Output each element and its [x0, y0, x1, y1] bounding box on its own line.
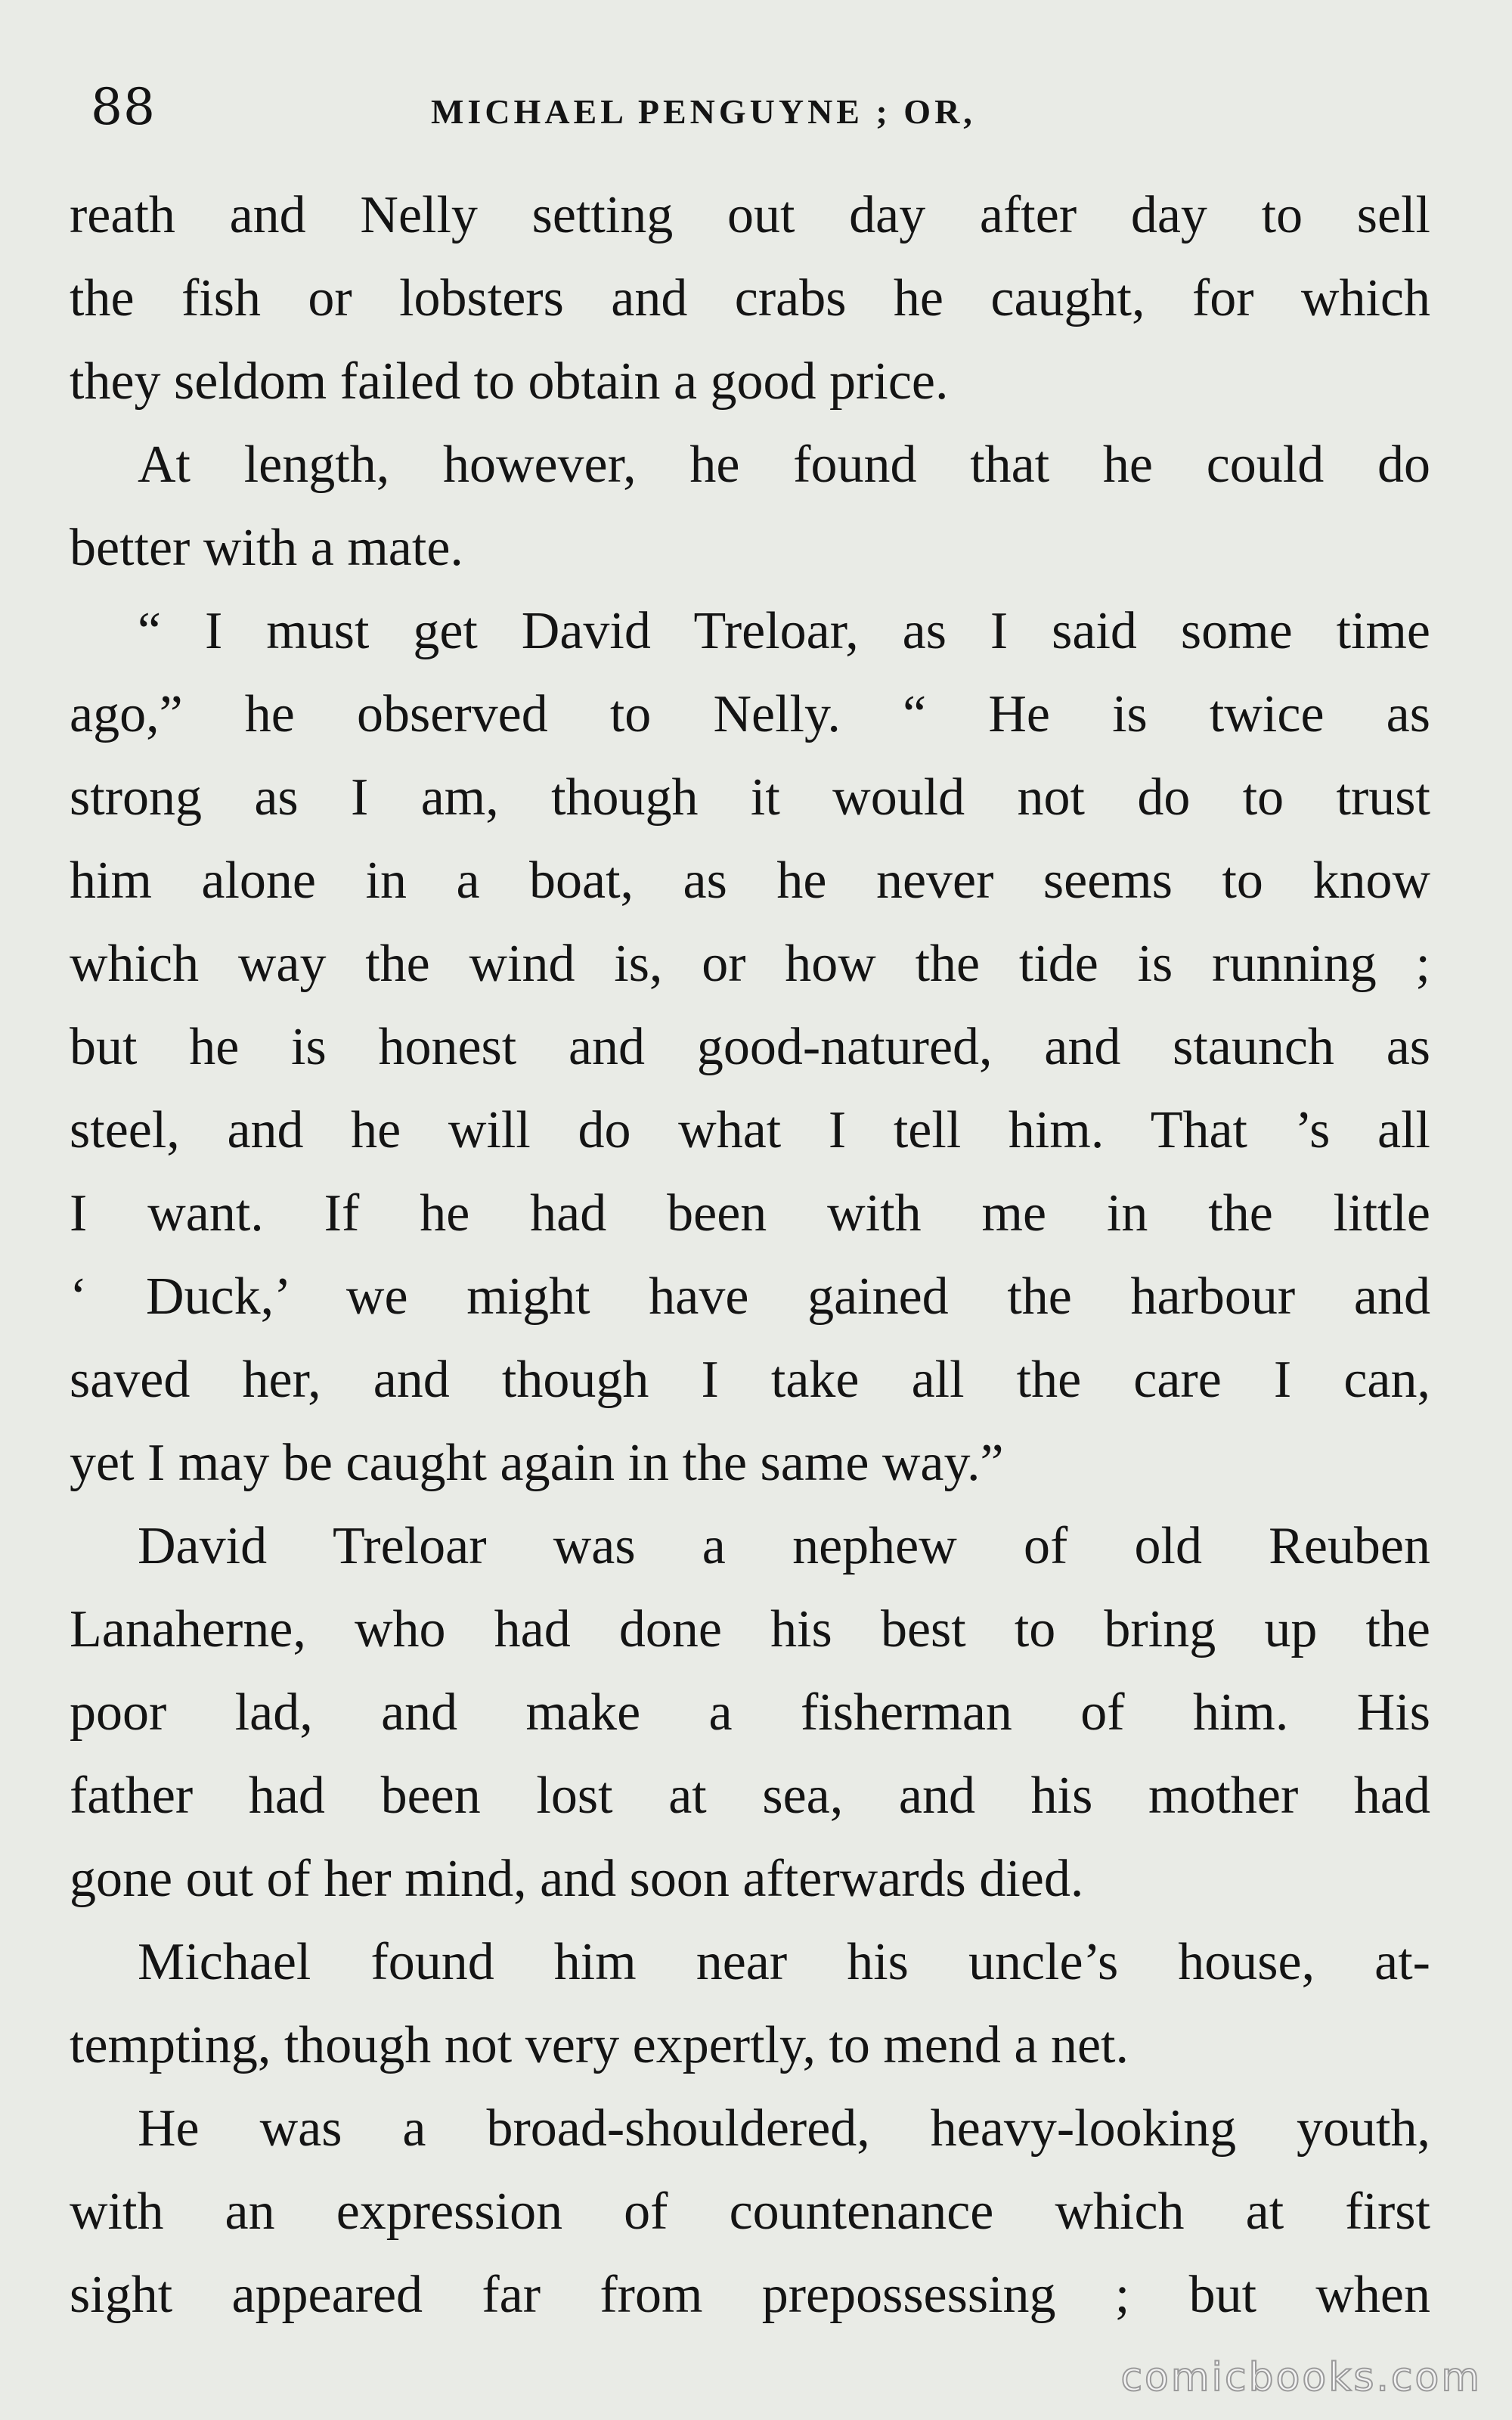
- text-line: Michael found him near his uncle’s house, at-: [138, 1933, 1430, 1991]
- text-line: father had been lost at sea, and his mother had: [70, 1767, 1430, 1825]
- text-line: but he is honest and good-natured, and staunch as: [70, 1018, 1430, 1076]
- text-line: ‘ Duck,’ we might have gained the harbour and: [70, 1267, 1430, 1326]
- text-line: tempting, though not very expertly, to mend a net.: [70, 2016, 1129, 2074]
- text-line: I want. If he had been with me in the little: [70, 1184, 1430, 1243]
- text-line: ago,” he observed to Nelly. “ He is twice as: [70, 685, 1430, 743]
- text-line: yet I may be caught again in the same way.”: [70, 1434, 1004, 1492]
- text-line: David Treloar was a nephew of old Reuben: [138, 1517, 1430, 1575]
- page-number: 88: [91, 78, 156, 136]
- text-line: saved her, and though I take all the care I can,: [70, 1351, 1430, 1409]
- text-line: strong as I am, though it would not do to trust: [70, 768, 1430, 827]
- text-line: with an expression of countenance which at first: [70, 2183, 1430, 2241]
- running-head: MICHAEL PENGUYNE ; OR,: [431, 92, 976, 131]
- text-line: He was a broad-shouldered, heavy-looking youth,: [138, 2099, 1430, 2158]
- text-line: poor lad, and make a fisherman of him. His: [70, 1683, 1430, 1742]
- text-line: Lanaherne, who had done his best to bring up the: [70, 1600, 1430, 1658]
- text-line: steel, and he will do what I tell him. That ’s all: [70, 1101, 1430, 1159]
- text-line: sight appeared far from prepossessing ; but when: [70, 2266, 1430, 2324]
- page-header: [91, 70, 1429, 145]
- text-line: they seldom failed to obtain a good price.: [70, 352, 949, 411]
- text-line: him alone in a boat, as he never seems to know: [70, 852, 1430, 910]
- text-line: At length, however, he found that he could do: [138, 436, 1430, 494]
- text-line: reath and Nelly setting out day after day to sell: [70, 186, 1430, 244]
- text-line: gone out of her mind, and soon afterwards died.: [70, 1850, 1084, 1908]
- text-line: which way the wind is, or how the tide is running ;: [70, 935, 1430, 993]
- watermark: comicbooks.com: [1120, 2355, 1482, 2400]
- text-line: better with a mate.: [70, 519, 463, 577]
- text-line: the fish or lobsters and crabs he caught, for which: [70, 269, 1430, 327]
- text-line: “ I must get David Treloar, as I said some time: [138, 602, 1430, 660]
- body-text: [70, 174, 1430, 2337]
